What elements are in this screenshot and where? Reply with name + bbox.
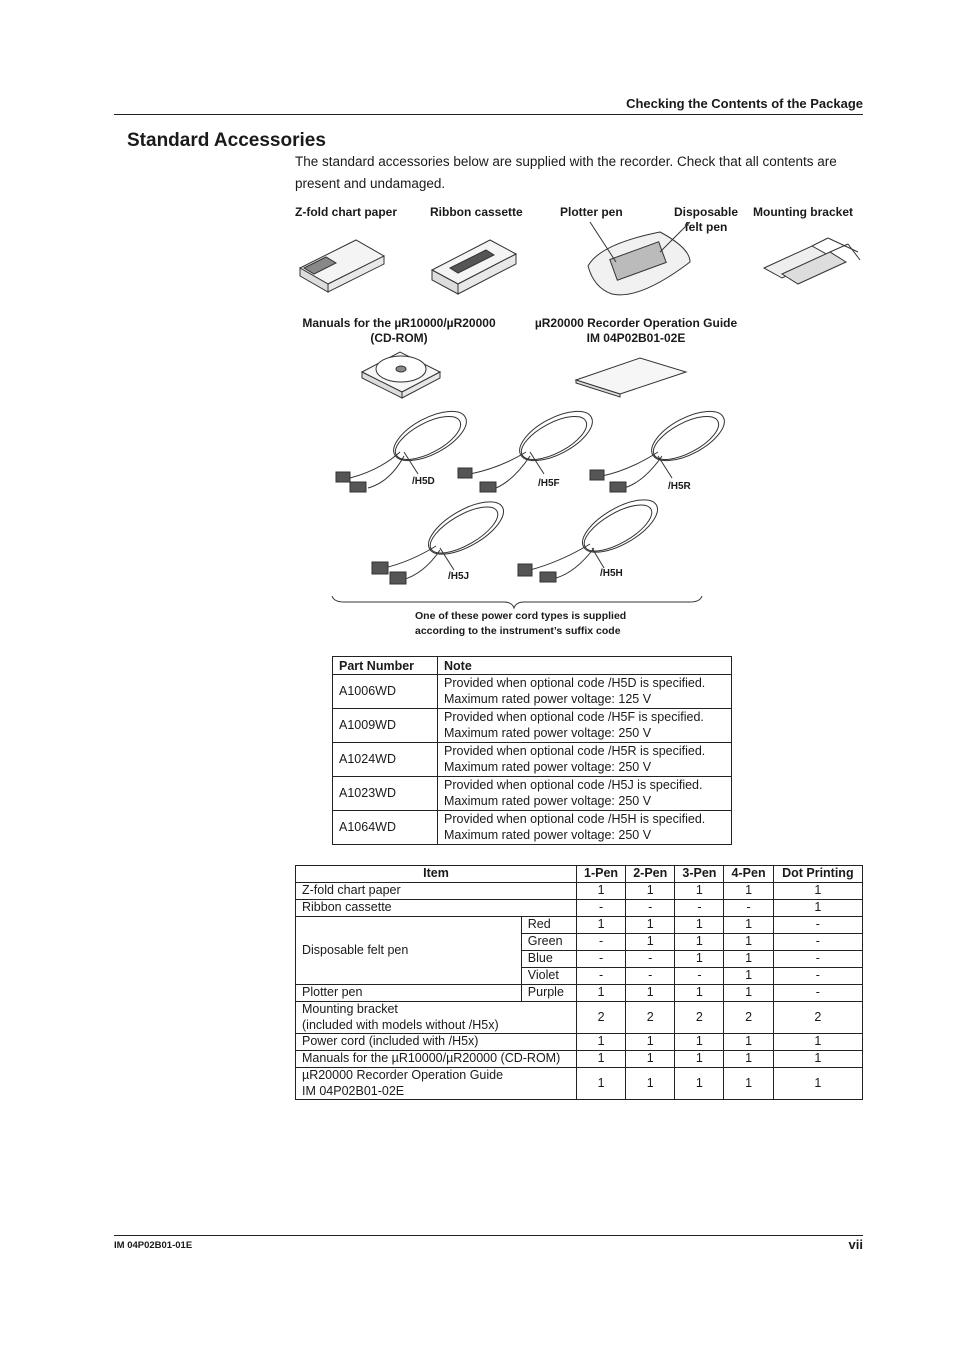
qty-cell: 1 <box>773 900 862 917</box>
caption-plotter: Plotter pen <box>560 205 623 219</box>
cord-label-h5h: /H5H <box>600 568 623 579</box>
qty-cell: 1 <box>576 985 625 1002</box>
power-cord-h5j-illustration <box>372 491 511 584</box>
item-name: Disposable felt pen <box>296 917 522 985</box>
qty-cell: - <box>724 900 773 917</box>
table-row <box>333 811 732 845</box>
caption-felt-line1: Disposable <box>673 205 739 219</box>
table-row <box>296 1068 863 1100</box>
caption-ribbon: Ribbon cassette <box>430 205 523 219</box>
item-name-line: Mounting bracket <box>302 1002 398 1016</box>
items-table <box>295 865 863 1100</box>
table-row <box>296 883 863 900</box>
caption-zfold: Z-fold chart paper <box>295 205 398 219</box>
qty-cell: - <box>576 951 625 968</box>
cord-label-h5f: /H5F <box>538 478 560 489</box>
qty-cell: - <box>773 985 862 1002</box>
qty-cell: - <box>773 917 862 934</box>
mounting-bracket-illustration <box>764 238 860 284</box>
power-cord-h5r-illustration <box>590 401 732 492</box>
qty-cell: 1 <box>675 883 724 900</box>
pen-color: Red <box>521 917 576 934</box>
qty-cell: 1 <box>576 1068 625 1100</box>
header-4pen: 4-Pen <box>724 866 773 883</box>
note-line: Maximum rated power voltage: 125 V <box>444 691 652 706</box>
note-line: Provided when optional code /H5J is specified. <box>444 778 703 792</box>
qty-cell: 1 <box>576 883 625 900</box>
qty-cell: 1 <box>675 951 724 968</box>
power-cord-h5f-illustration <box>458 401 600 492</box>
part-note <box>438 777 732 811</box>
qty-cell: - <box>626 968 675 985</box>
note-line: Maximum rated power voltage: 250 V <box>444 725 652 740</box>
section-title: Standard Accessories <box>127 130 326 151</box>
item-name: Power cord (included with /H5x) <box>296 1034 577 1051</box>
caption-bracket: Mounting bracket <box>753 205 854 219</box>
qty-cell: 1 <box>773 1034 862 1051</box>
header-dot-printing: Dot Printing <box>773 866 862 883</box>
qty-cell: - <box>576 900 625 917</box>
qty-cell: - <box>773 968 862 985</box>
qty-cell: 1 <box>773 1051 862 1068</box>
item-name: Z-fold chart paper <box>296 883 577 900</box>
header-item: Item <box>296 866 577 883</box>
item-name-line: IM 04P02B01-02E <box>302 1083 405 1098</box>
cord-label-h5d: /H5D <box>412 476 435 487</box>
qty-cell: 1 <box>675 917 724 934</box>
qty-cell: 1 <box>724 951 773 968</box>
qty-cell: - <box>626 951 675 968</box>
table-row <box>333 675 732 709</box>
qty-cell: 1 <box>724 985 773 1002</box>
cord-note-line1: One of these power cord types is supplied <box>415 610 627 622</box>
item-name: Manuals for the µR10000/µR20000 (CD-ROM) <box>296 1051 577 1068</box>
plotter-pen-illustration <box>588 222 690 295</box>
qty-cell: 1 <box>724 1034 773 1051</box>
qty-cell: 1 <box>724 917 773 934</box>
table-row <box>333 743 732 777</box>
header-3pen: 3-Pen <box>675 866 724 883</box>
qty-cell: 1 <box>675 1068 724 1100</box>
qty-cell: - <box>675 968 724 985</box>
qty-cell: 2 <box>675 1002 724 1034</box>
qty-cell: 1 <box>626 917 675 934</box>
pen-color: Green <box>521 934 576 951</box>
item-name: Ribbon cassette <box>296 900 577 917</box>
item-name-line: µR20000 Recorder Operation Guide <box>302 1068 504 1082</box>
item-name: Plotter pen <box>296 985 522 1002</box>
qty-cell: 1 <box>773 1068 862 1100</box>
qty-cell: 1 <box>675 1034 724 1051</box>
qty-cell: - <box>773 934 862 951</box>
table-row <box>296 917 863 934</box>
table-row <box>333 777 732 811</box>
cord-label-h5j: /H5J <box>448 571 470 582</box>
part-note <box>438 709 732 743</box>
qty-cell: 1 <box>675 1051 724 1068</box>
note-line: Provided when optional code /H5D is specified. <box>444 676 706 690</box>
item-name <box>296 1068 577 1100</box>
table-row <box>333 709 732 743</box>
caption-guide-line2: IM 04P02B01-02E <box>586 331 686 345</box>
page-number: vii <box>848 1237 863 1252</box>
ribbon-cassette-illustration <box>432 240 516 294</box>
part-number: A1006WD <box>333 675 438 709</box>
qty-cell: 1 <box>576 1034 625 1051</box>
table-row <box>296 1002 863 1034</box>
table-row <box>296 1051 863 1068</box>
part-number: A1009WD <box>333 709 438 743</box>
footer-doc-id: IM 04P02B01-01E <box>114 1240 193 1251</box>
pen-color: Purple <box>521 985 576 1002</box>
qty-cell: 2 <box>773 1002 862 1034</box>
note-line: Provided when optional code /H5H is specified. <box>444 812 706 826</box>
caption-manuals-line1: Manuals for the µR10000/µR20000 <box>302 316 496 330</box>
part-note <box>438 743 732 777</box>
note-line: Maximum rated power voltage: 250 V <box>444 793 652 808</box>
qty-cell: 1 <box>724 1068 773 1100</box>
note-line: Provided when optional code /H5F is specified. <box>444 710 704 724</box>
footer-rule <box>114 1235 863 1236</box>
pen-color: Blue <box>521 951 576 968</box>
qty-cell: 1 <box>576 1051 625 1068</box>
qty-cell: 1 <box>724 1051 773 1068</box>
caption-manuals-line2: (CD-ROM) <box>370 331 428 345</box>
cord-label-h5r: /H5R <box>668 481 691 492</box>
part-note <box>438 675 732 709</box>
header-part-number: Part Number <box>333 657 438 675</box>
item-name <box>296 1002 577 1034</box>
caption-guide-line1: µR20000 Recorder Operation Guide <box>534 316 738 330</box>
cdrom-illustration <box>362 352 440 398</box>
zfold-paper-illustration <box>300 240 384 292</box>
qty-cell: 1 <box>626 1068 675 1100</box>
caption-felt-line2: felt pen <box>684 220 728 234</box>
part-number: A1023WD <box>333 777 438 811</box>
qty-cell: 1 <box>724 968 773 985</box>
part-number-table <box>332 656 732 845</box>
pen-color: Violet <box>521 968 576 985</box>
qty-cell: 1 <box>773 883 862 900</box>
table-row <box>296 985 863 1002</box>
booklet-illustration <box>576 358 686 397</box>
cord-brace <box>332 596 702 608</box>
qty-cell: 1 <box>724 934 773 951</box>
part-number: A1024WD <box>333 743 438 777</box>
qty-cell: 2 <box>626 1002 675 1034</box>
qty-cell: 1 <box>724 883 773 900</box>
cord-note <box>415 609 626 639</box>
part-note <box>438 811 732 845</box>
qty-cell: - <box>576 968 625 985</box>
intro-text: The standard accessories below are supplied with the recorder. Check that all contents are present and undamaged. <box>295 154 837 191</box>
header-2pen: 2-Pen <box>626 866 675 883</box>
table-row <box>296 900 863 917</box>
qty-cell: - <box>576 934 625 951</box>
accessories-illustration <box>0 0 954 640</box>
part-number: A1064WD <box>333 811 438 845</box>
item-name-line: (included with models without /H5x) <box>302 1017 499 1032</box>
qty-cell: 1 <box>675 985 724 1002</box>
header-1pen: 1-Pen <box>576 866 625 883</box>
table-row <box>296 1034 863 1051</box>
qty-cell: 1 <box>626 934 675 951</box>
qty-cell: 1 <box>675 934 724 951</box>
qty-cell: 1 <box>576 917 625 934</box>
qty-cell: 2 <box>724 1002 773 1034</box>
power-cord-h5d-illustration <box>336 401 474 492</box>
header-note: Note <box>438 657 732 675</box>
running-title: Checking the Contents of the Package <box>626 96 863 111</box>
note-line: Maximum rated power voltage: 250 V <box>444 827 652 842</box>
qty-cell: - <box>626 900 675 917</box>
qty-cell: 1 <box>626 883 675 900</box>
qty-cell: - <box>675 900 724 917</box>
cord-note-line2: according to the instrument’s suffix code <box>415 625 621 637</box>
note-line: Maximum rated power voltage: 250 V <box>444 759 652 774</box>
qty-cell: 1 <box>626 985 675 1002</box>
table-header-row <box>333 657 732 675</box>
qty-cell: 2 <box>576 1002 625 1034</box>
note-line: Provided when optional code /H5R is specified. <box>444 744 706 758</box>
qty-cell: - <box>773 951 862 968</box>
power-cord-h5h-illustration <box>518 489 665 582</box>
qty-cell: 1 <box>626 1034 675 1051</box>
qty-cell: 1 <box>626 1051 675 1068</box>
table-header-row <box>296 866 863 883</box>
